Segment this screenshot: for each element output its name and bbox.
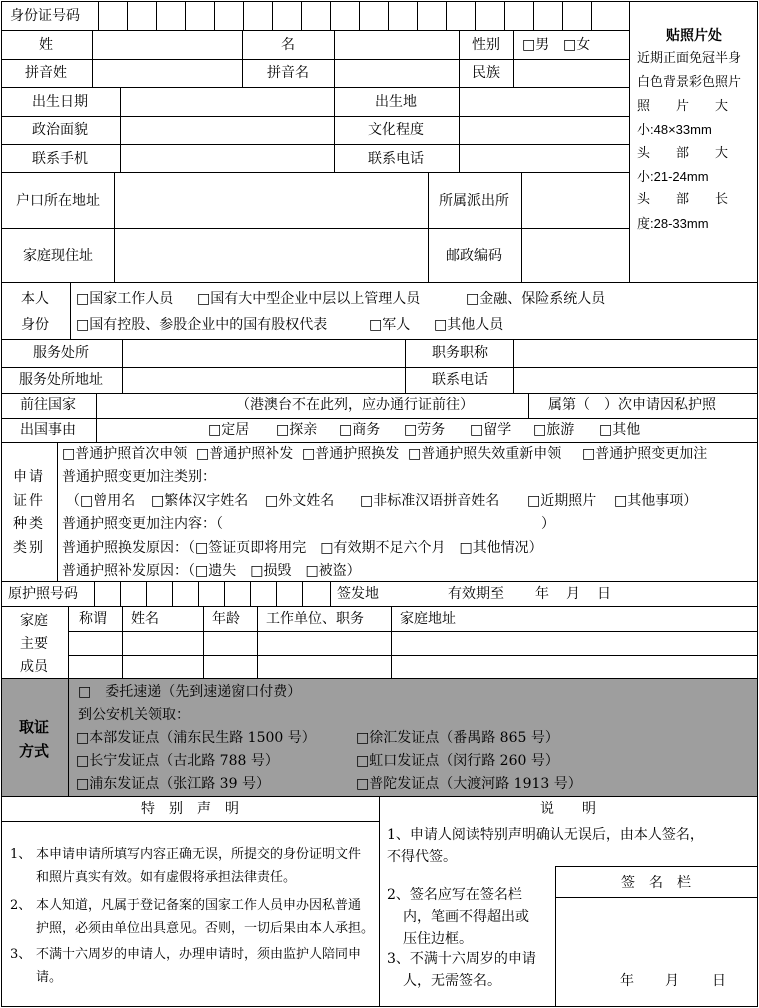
family-label: 家庭 [20,613,48,629]
v-line [243,1,244,30]
photo-note: 头 部 长 [637,192,729,207]
border-bottom [1,1006,758,1007]
h-line [1,116,629,117]
v-line [122,606,123,678]
v-line [562,1,563,30]
statement-number: 1、 [10,847,32,862]
signature-year: 年 [620,973,634,989]
male-checkbox[interactable]: □男 [522,37,550,53]
h-line [1,418,758,419]
v-line [513,339,514,393]
pickup-point-option[interactable]: □徐汇发证点（番禺路 865 号） [356,730,559,746]
v-line [459,87,460,172]
v-line [301,1,302,30]
identity-option[interactable]: □国有控股、参股企业中的国有股权代表 [76,317,328,333]
v-line [513,30,514,87]
v-line [276,581,277,606]
photo-note: 小:21-24mm [637,169,709,184]
v-line [68,678,69,796]
h-line [1,30,629,31]
gender-label: 性别 [472,37,500,53]
v-line [391,606,392,678]
v-line [98,1,99,30]
given-name-label: 名 [281,37,295,53]
pickup-point-option[interactable]: □虹口发证点（闵行路 260 号） [356,753,559,769]
v-line [214,1,215,30]
identity-option[interactable]: □军人 [369,317,411,333]
v-line [70,282,71,339]
female-checkbox[interactable]: □女 [563,37,591,53]
travel-reason-label: 出国事由 [20,422,76,438]
h-line [1,442,758,443]
change-category-option[interactable]: □繁体汉字姓名 [151,493,249,509]
position-label: 职务职称 [432,345,488,361]
v-line [302,581,303,606]
v-line [120,87,121,172]
apply-label-char: 申 [13,469,27,485]
workplace-address-label: 服务处所地址 [19,372,103,388]
h-line [555,866,758,867]
family-label: 主要 [20,636,48,652]
v-line [92,30,93,87]
identity-option[interactable]: □国家工作人员 [76,291,174,307]
political-status-label: 政治面貌 [32,122,88,138]
v-line [156,1,157,30]
note-text: 内，笔画不得超出或 [403,909,529,925]
v-line [120,581,121,606]
photo-title: 贴照片处 [666,28,722,44]
destination-label: 前往国家 [20,397,76,413]
pinyin-given-label: 拼音名 [267,65,309,81]
v-line [417,1,418,30]
v-line [198,581,199,606]
v-line [272,1,273,30]
reissue-reason[interactable]: 普通护照补发原因：（□遗失 □损毁 □被盗） [62,563,361,579]
v-line [388,1,389,30]
ethnicity-label: 民族 [472,65,500,81]
phone-label: 联系电话 [368,151,424,167]
v-line [172,581,173,606]
v-line [446,1,447,30]
v-line [122,339,123,393]
surname-label: 姓 [39,37,53,53]
photo-note: 近期正面免冠半身 [637,51,742,66]
statement-number: 3、 [10,947,32,962]
application-count: 属第（ ）次申请因私护照 [548,397,716,413]
family-col-relation: 称谓 [79,611,107,627]
birth-date-label: 出生日期 [32,94,88,110]
statement-text: 本人知道，凡属于登记备案的国家工作人员申办因私普通 [36,898,362,913]
h-line [1,339,758,340]
photo-note: 头 部 大 [637,146,729,161]
v-line [185,1,186,30]
reason-option[interactable]: □劳务 [404,422,446,438]
reason-option[interactable]: □旅游 [533,422,575,438]
signature-month: 月 [665,973,679,989]
v-line [334,30,335,87]
express-option[interactable]: □ 委托速递（先到速递窗口付费） [78,684,302,700]
month-label: 月 [566,586,580,602]
apply-label-char: 请 [29,469,43,485]
v-line [257,606,258,678]
change-category-option[interactable]: □外文姓名 [265,493,335,509]
h-line [68,655,758,656]
pinyin-surname-label: 拼音姓 [25,65,67,81]
h-line [1,393,758,394]
v-line [242,30,243,87]
note-text: 2、签名应写在签名栏 [387,887,522,903]
change-category-label: 普通护照变更加注类别： [62,469,216,485]
police-station-label: 所属派出所 [439,193,509,209]
v-line [504,1,505,30]
photo-note: 照 片 大 [637,99,729,114]
self-pickup-label: 到公安机关领取： [78,707,190,723]
photo-note: 白色背景彩色照片 [637,75,742,90]
v-line [475,1,476,30]
v-line [379,796,380,1006]
photo-note: 小:48×33mm [637,122,712,137]
v-line [203,606,204,678]
pickup-label: 取证 [18,718,50,736]
workplace-label: 服务处所 [33,345,89,361]
pickup-point-option[interactable]: □本部发证点（浦东民生路 1500 号） [76,730,316,746]
mobile-label: 联系手机 [32,151,88,167]
statement-title: 特 别 声 明 [141,801,239,817]
v-line [528,393,529,418]
apply-label-char: 别 [29,540,43,556]
reason-option[interactable]: □探亲 [276,422,318,438]
h-line [1,59,629,60]
change-content-end: ） [541,516,555,532]
v-line [96,393,97,418]
identity-label: 本人 [21,291,49,307]
identity-label: 身份 [21,317,49,333]
v-line [146,581,147,606]
apply-type-option[interactable]: □普通护照失效重新申领 [408,446,562,462]
issue-place-label: 签发地 [337,586,379,602]
apply-label-char: 证 [13,493,27,509]
family-label: 成员 [20,659,48,675]
family-col-age: 年龄 [212,611,240,627]
note-text: 1、申请人阅读特别声明确认无误后，由本人签名， [387,827,704,843]
valid-until-label: 有效期至 [448,586,504,602]
identity-option[interactable]: □国有大中型企业中层以上管理人员 [197,291,421,307]
apply-label-char: 件 [29,493,43,509]
v-line [127,1,128,30]
h-line [1,606,758,607]
statement-text: 和照片真实有效。如有虚假将承担法律责任。 [36,870,297,885]
h-line [1,144,629,145]
note-text: 压住边框。 [403,931,473,947]
v-line [330,581,331,606]
v-line [533,1,534,30]
border-top [1,1,758,2]
apply-label-char: 种 [13,516,27,532]
h-line [1,87,629,88]
pickup-point-option[interactable]: □普陀发证点（大渡河路 1913 号） [356,776,582,792]
statement-text: 本申请申请所填写内容正确无误，所提交的身份证明文件 [36,847,362,862]
id-number-label: 身份证号码 [10,8,80,24]
statement-text: 请。 [36,970,63,985]
v-line [68,606,69,678]
apply-label-char: 类 [29,516,43,532]
v-line [521,172,522,282]
note-text: 3、不满十六周岁的申请 [387,951,536,967]
hukou-address-label: 户口所在地址 [16,193,100,209]
change-content-label: 普通护照变更加注内容：（ [62,516,223,532]
work-phone-label: 联系电话 [432,372,488,388]
old-passport-label: 原护照号码 [8,586,78,602]
h-line [1,282,758,283]
v-line [94,581,95,606]
education-label: 文化程度 [368,122,424,138]
v-line [114,172,115,282]
reason-option[interactable]: □商务 [339,422,381,438]
v-line [96,418,97,442]
identity-option[interactable]: □金融、保险系统人员 [466,291,606,307]
v-line [330,1,331,30]
birth-place-label: 出生地 [375,94,417,110]
h-line [68,631,758,632]
postcode-label: 邮政编码 [446,248,502,264]
h-line [1,367,758,368]
renewal-reason[interactable]: 普通护照换发原因：（□签证页即将用完 □有效期不足六个月 □其他情况） [62,540,543,556]
border-right [757,1,758,1007]
note-text: 人，无需签名。 [403,973,501,989]
v-line [359,1,360,30]
change-category-option[interactable]: （□曾用名 [66,493,136,509]
family-col-work: 工作单位、职务 [266,611,364,627]
h-line [1,581,758,582]
pickup-label: 方式 [18,742,50,760]
v-line [57,442,58,581]
reason-option[interactable]: □定居 [208,422,250,438]
pickup-point-option[interactable]: □长宁发证点（古北路 788 号） [76,753,279,769]
v-line [428,172,429,282]
signature-area[interactable] [556,898,757,968]
family-col-address: 家庭地址 [400,611,456,627]
v-line [250,581,251,606]
apply-type-option[interactable]: □普通护照变更加注 [582,446,708,462]
signature-title: 签 名 栏 [621,875,691,891]
statement-text: 不满十六周岁的申请人，办理申请时，须由监护人陪同申 [36,947,362,962]
photo-box-line [629,1,630,282]
v-line [459,30,460,87]
home-address-label: 家庭现住址 [23,248,93,264]
statement-number: 2、 [10,898,32,913]
pickup-point-option[interactable]: □浦东发证点（张江路 39 号） [76,776,270,792]
apply-type-option[interactable]: □普通护照首次申领 [62,446,188,462]
reason-option[interactable]: □留学 [470,422,512,438]
photo-note: 度:28-33mm [637,216,709,231]
year-label: 年 [535,586,549,602]
apply-type-option[interactable]: □普通护照补发 [196,446,294,462]
apply-type-option[interactable]: □普通护照换发 [302,446,400,462]
apply-label-char: 类 [13,540,27,556]
change-category-option[interactable]: □其他事项） [614,493,698,509]
change-category-option[interactable]: □非标准汉语拼音姓名 [360,493,500,509]
h-line [1,228,629,229]
h-line [1,678,758,679]
statement-text: 护照，必须由单位出具意见。否则，一切后果由本人承担。 [36,921,375,936]
destination-note: （港澳台不在此列，应办通行证前往） [236,397,474,413]
family-col-name: 姓名 [131,611,159,627]
v-line [334,87,335,172]
v-line [591,1,592,30]
signature-day: 日 [712,973,726,989]
h-line [1,172,629,173]
identity-option[interactable]: □其他人员 [434,317,504,333]
h-line [1,821,379,822]
notes-title: 说 明 [540,801,596,817]
day-label: 日 [597,586,611,602]
reason-option[interactable]: □其他 [599,422,641,438]
border-left [1,1,2,1007]
note-text: 不得代签。 [387,849,457,865]
change-category-option[interactable]: □近期照片 [527,493,597,509]
v-line [224,581,225,606]
v-line [405,339,406,393]
